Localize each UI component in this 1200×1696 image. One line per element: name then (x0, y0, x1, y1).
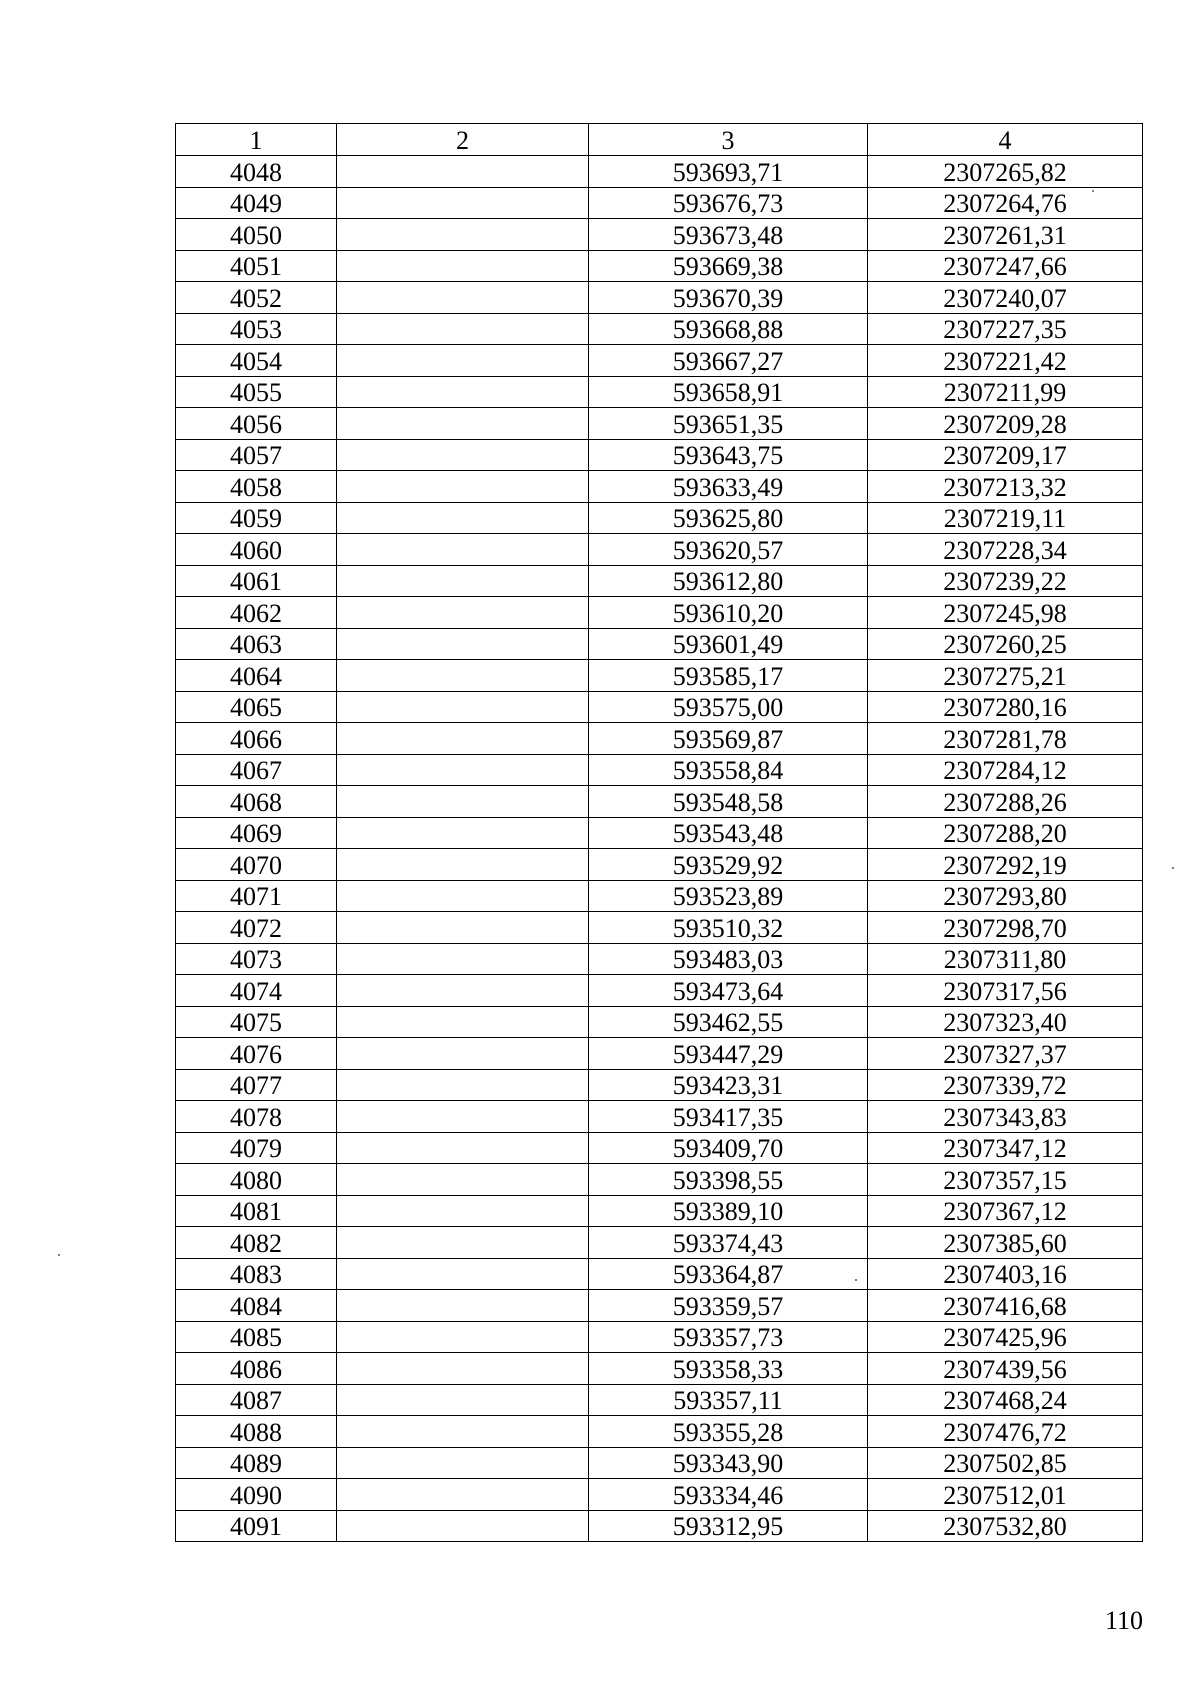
table-row (176, 1447, 1143, 1479)
table-row (176, 313, 1143, 345)
table-row (176, 943, 1143, 975)
empty-cell (337, 1290, 589, 1322)
x-coordinate-cell: 593620,57 (589, 534, 868, 566)
empty-cell (337, 691, 589, 723)
empty-cell (337, 1038, 589, 1070)
scan-speck (58, 1254, 60, 1256)
empty-cell (337, 754, 589, 786)
point-number-cell: 4085 (176, 1321, 337, 1353)
point-number-cell: 4075 (176, 1006, 337, 1038)
table-row (176, 187, 1143, 219)
x-coordinate-cell: 593543,48 (589, 817, 868, 849)
table-row (176, 408, 1143, 440)
empty-cell (337, 502, 589, 534)
empty-cell (337, 345, 589, 377)
table-row (176, 880, 1143, 912)
table-row (176, 1416, 1143, 1448)
column-header-4: 4 (868, 124, 1143, 156)
table-row (176, 691, 1143, 723)
empty-cell (337, 156, 589, 188)
table-row (176, 1510, 1143, 1542)
y-coordinate-cell: 2307219,11 (868, 502, 1143, 534)
x-coordinate-cell: 593668,88 (589, 313, 868, 345)
y-coordinate-cell: 2307311,80 (868, 943, 1143, 975)
y-coordinate-cell: 2307293,80 (868, 880, 1143, 912)
table-row (176, 660, 1143, 692)
y-coordinate-cell: 2307247,66 (868, 250, 1143, 282)
x-coordinate-cell: 593423,31 (589, 1069, 868, 1101)
point-number-cell: 4056 (176, 408, 337, 440)
table-row (176, 1101, 1143, 1133)
point-number-cell: 4065 (176, 691, 337, 723)
point-number-cell: 4061 (176, 565, 337, 597)
point-number-cell: 4074 (176, 975, 337, 1007)
empty-cell (337, 849, 589, 881)
point-number-cell: 4088 (176, 1416, 337, 1448)
x-coordinate-cell: 593523,89 (589, 880, 868, 912)
y-coordinate-cell: 2307512,01 (868, 1479, 1143, 1511)
x-coordinate-cell: 593585,17 (589, 660, 868, 692)
y-coordinate-cell: 2307292,19 (868, 849, 1143, 881)
point-number-cell: 4087 (176, 1384, 337, 1416)
table-row (176, 975, 1143, 1007)
x-coordinate-cell: 593667,27 (589, 345, 868, 377)
empty-cell (337, 1101, 589, 1133)
table-row (176, 786, 1143, 818)
y-coordinate-cell: 2307288,20 (868, 817, 1143, 849)
empty-cell (337, 1227, 589, 1259)
y-coordinate-cell: 2307416,68 (868, 1290, 1143, 1322)
empty-cell (337, 1510, 589, 1542)
table-header (176, 124, 1143, 156)
x-coordinate-cell: 593398,55 (589, 1164, 868, 1196)
point-number-cell: 4080 (176, 1164, 337, 1196)
column-header-2: 2 (337, 124, 589, 156)
y-coordinate-cell: 2307502,85 (868, 1447, 1143, 1479)
x-coordinate-cell: 593374,43 (589, 1227, 868, 1259)
x-coordinate-cell: 593334,46 (589, 1479, 868, 1511)
x-coordinate-cell: 593625,80 (589, 502, 868, 534)
table-row (176, 628, 1143, 660)
point-number-cell: 4052 (176, 282, 337, 314)
table-row (176, 250, 1143, 282)
table-row (176, 534, 1143, 566)
x-coordinate-cell: 593483,03 (589, 943, 868, 975)
y-coordinate-cell: 2307261,31 (868, 219, 1143, 251)
x-coordinate-cell: 593693,71 (589, 156, 868, 188)
table-row (176, 817, 1143, 849)
y-coordinate-cell: 2307284,12 (868, 754, 1143, 786)
table-row (176, 1384, 1143, 1416)
table-row (176, 1353, 1143, 1385)
table-row (176, 1164, 1143, 1196)
y-coordinate-cell: 2307323,40 (868, 1006, 1143, 1038)
point-number-cell: 4084 (176, 1290, 337, 1322)
empty-cell (337, 1195, 589, 1227)
table-row (176, 471, 1143, 503)
point-number-cell: 4079 (176, 1132, 337, 1164)
y-coordinate-cell: 2307468,24 (868, 1384, 1143, 1416)
y-coordinate-cell: 2307343,83 (868, 1101, 1143, 1133)
point-number-cell: 4057 (176, 439, 337, 471)
empty-cell (337, 628, 589, 660)
table-row (176, 502, 1143, 534)
point-number-cell: 4063 (176, 628, 337, 660)
y-coordinate-cell: 2307317,56 (868, 975, 1143, 1007)
empty-cell (337, 1447, 589, 1479)
table-row (176, 282, 1143, 314)
point-number-cell: 4072 (176, 912, 337, 944)
empty-cell (337, 439, 589, 471)
table-row (176, 156, 1143, 188)
y-coordinate-cell: 2307339,72 (868, 1069, 1143, 1101)
y-coordinate-cell: 2307240,07 (868, 282, 1143, 314)
empty-cell (337, 1479, 589, 1511)
page-number: 110 (1105, 1606, 1144, 1635)
empty-cell (337, 723, 589, 755)
empty-cell (337, 660, 589, 692)
point-number-cell: 4066 (176, 723, 337, 755)
table-row (176, 1006, 1143, 1038)
empty-cell (337, 187, 589, 219)
point-number-cell: 4069 (176, 817, 337, 849)
x-coordinate-cell: 593473,64 (589, 975, 868, 1007)
point-number-cell: 4090 (176, 1479, 337, 1511)
empty-cell (337, 1006, 589, 1038)
point-number-cell: 4091 (176, 1510, 337, 1542)
y-coordinate-cell: 2307403,16 (868, 1258, 1143, 1290)
column-header-3: 3 (589, 124, 868, 156)
point-number-cell: 4071 (176, 880, 337, 912)
empty-cell (337, 534, 589, 566)
point-number-cell: 4060 (176, 534, 337, 566)
empty-cell (337, 1416, 589, 1448)
column-header-1: 1 (176, 124, 337, 156)
point-number-cell: 4058 (176, 471, 337, 503)
y-coordinate-cell: 2307213,32 (868, 471, 1143, 503)
point-number-cell: 4050 (176, 219, 337, 251)
x-coordinate-cell: 593417,35 (589, 1101, 868, 1133)
empty-cell (337, 1353, 589, 1385)
table-row (176, 376, 1143, 408)
y-coordinate-cell: 2307221,42 (868, 345, 1143, 377)
empty-cell (337, 313, 589, 345)
point-number-cell: 4053 (176, 313, 337, 345)
empty-cell (337, 471, 589, 503)
x-coordinate-cell: 593529,92 (589, 849, 868, 881)
x-coordinate-cell: 593357,11 (589, 1384, 868, 1416)
point-number-cell: 4054 (176, 345, 337, 377)
table-body (176, 156, 1143, 1542)
x-coordinate-cell: 593359,57 (589, 1290, 868, 1322)
point-number-cell: 4064 (176, 660, 337, 692)
empty-cell (337, 408, 589, 440)
y-coordinate-cell: 2307209,28 (868, 408, 1143, 440)
point-number-cell: 4055 (176, 376, 337, 408)
point-number-cell: 4086 (176, 1353, 337, 1385)
empty-cell (337, 912, 589, 944)
x-coordinate-cell: 593447,29 (589, 1038, 868, 1070)
x-coordinate-cell: 593575,00 (589, 691, 868, 723)
table-row (176, 1290, 1143, 1322)
y-coordinate-cell: 2307281,78 (868, 723, 1143, 755)
y-coordinate-cell: 2307385,60 (868, 1227, 1143, 1259)
table-row (176, 912, 1143, 944)
empty-cell (337, 597, 589, 629)
x-coordinate-cell: 593601,49 (589, 628, 868, 660)
x-coordinate-cell: 593643,75 (589, 439, 868, 471)
y-coordinate-cell: 2307357,15 (868, 1164, 1143, 1196)
table-row (176, 1069, 1143, 1101)
x-coordinate-cell: 593510,32 (589, 912, 868, 944)
empty-cell (337, 565, 589, 597)
point-number-cell: 4051 (176, 250, 337, 282)
y-coordinate-cell: 2307280,16 (868, 691, 1143, 723)
point-number-cell: 4081 (176, 1195, 337, 1227)
x-coordinate-cell: 593658,91 (589, 376, 868, 408)
y-coordinate-cell: 2307228,34 (868, 534, 1143, 566)
x-coordinate-cell: 593633,49 (589, 471, 868, 503)
table-row (176, 345, 1143, 377)
point-number-cell: 4048 (176, 156, 337, 188)
y-coordinate-cell: 2307347,12 (868, 1132, 1143, 1164)
table-row (176, 1038, 1143, 1070)
table-row (176, 1132, 1143, 1164)
x-coordinate-cell: 593669,38 (589, 250, 868, 282)
x-coordinate-cell: 593364,87 (589, 1258, 868, 1290)
y-coordinate-cell: 2307425,96 (868, 1321, 1143, 1353)
empty-cell (337, 943, 589, 975)
x-coordinate-cell: 593343,90 (589, 1447, 868, 1479)
y-coordinate-cell: 2307211,99 (868, 376, 1143, 408)
y-coordinate-cell: 2307227,35 (868, 313, 1143, 345)
point-number-cell: 4083 (176, 1258, 337, 1290)
x-coordinate-cell: 593409,70 (589, 1132, 868, 1164)
x-coordinate-cell: 593462,55 (589, 1006, 868, 1038)
empty-cell (337, 1321, 589, 1353)
table-row (176, 754, 1143, 786)
table-row (176, 1321, 1143, 1353)
x-coordinate-cell: 593651,35 (589, 408, 868, 440)
empty-cell (337, 1132, 589, 1164)
point-number-cell: 4049 (176, 187, 337, 219)
table-row (176, 439, 1143, 471)
empty-cell (337, 880, 589, 912)
empty-cell (337, 1164, 589, 1196)
empty-cell (337, 817, 589, 849)
x-coordinate-cell: 593548,58 (589, 786, 868, 818)
point-number-cell: 4078 (176, 1101, 337, 1133)
table-row (176, 219, 1143, 251)
empty-cell (337, 1069, 589, 1101)
y-coordinate-cell: 2307532,80 (868, 1510, 1143, 1542)
x-coordinate-cell: 593358,33 (589, 1353, 868, 1385)
x-coordinate-cell: 593389,10 (589, 1195, 868, 1227)
point-number-cell: 4062 (176, 597, 337, 629)
y-coordinate-cell: 2307298,70 (868, 912, 1143, 944)
point-number-cell: 4068 (176, 786, 337, 818)
x-coordinate-cell: 593558,84 (589, 754, 868, 786)
table-row (176, 597, 1143, 629)
header-row (176, 124, 1143, 156)
y-coordinate-cell: 2307439,56 (868, 1353, 1143, 1385)
table-row (176, 1227, 1143, 1259)
y-coordinate-cell: 2307209,17 (868, 439, 1143, 471)
y-coordinate-cell: 2307239,22 (868, 565, 1143, 597)
empty-cell (337, 1384, 589, 1416)
x-coordinate-cell: 593676,73 (589, 187, 868, 219)
y-coordinate-cell: 2307264,76 (868, 187, 1143, 219)
x-coordinate-cell: 593355,28 (589, 1416, 868, 1448)
x-coordinate-cell: 593670,39 (589, 282, 868, 314)
y-coordinate-cell: 2307327,37 (868, 1038, 1143, 1070)
empty-cell (337, 975, 589, 1007)
y-coordinate-cell: 2307367,12 (868, 1195, 1143, 1227)
table-row (176, 1479, 1143, 1511)
x-coordinate-cell: 593569,87 (589, 723, 868, 755)
empty-cell (337, 250, 589, 282)
point-number-cell: 4076 (176, 1038, 337, 1070)
table-row (176, 723, 1143, 755)
point-number-cell: 4067 (176, 754, 337, 786)
y-coordinate-cell: 2307260,25 (868, 628, 1143, 660)
point-number-cell: 4070 (176, 849, 337, 881)
point-number-cell: 4059 (176, 502, 337, 534)
empty-cell (337, 282, 589, 314)
table-row (176, 1195, 1143, 1227)
x-coordinate-cell: 593673,48 (589, 219, 868, 251)
y-coordinate-cell: 2307288,26 (868, 786, 1143, 818)
y-coordinate-cell: 2307265,82 (868, 156, 1143, 188)
x-coordinate-cell: 593612,80 (589, 565, 868, 597)
empty-cell (337, 219, 589, 251)
y-coordinate-cell: 2307245,98 (868, 597, 1143, 629)
point-number-cell: 4077 (176, 1069, 337, 1101)
scan-speck (855, 1279, 857, 1281)
table-row (176, 565, 1143, 597)
scan-speck (1172, 867, 1174, 869)
x-coordinate-cell: 593610,20 (589, 597, 868, 629)
x-coordinate-cell: 593312,95 (589, 1510, 868, 1542)
point-number-cell: 4089 (176, 1447, 337, 1479)
table-row (176, 1258, 1143, 1290)
y-coordinate-cell: 2307275,21 (868, 660, 1143, 692)
table-row (176, 849, 1143, 881)
empty-cell (337, 1258, 589, 1290)
coordinates-table (175, 123, 1143, 1542)
empty-cell (337, 376, 589, 408)
x-coordinate-cell: 593357,73 (589, 1321, 868, 1353)
point-number-cell: 4073 (176, 943, 337, 975)
scan-speck (1092, 190, 1094, 192)
empty-cell (337, 786, 589, 818)
y-coordinate-cell: 2307476,72 (868, 1416, 1143, 1448)
point-number-cell: 4082 (176, 1227, 337, 1259)
